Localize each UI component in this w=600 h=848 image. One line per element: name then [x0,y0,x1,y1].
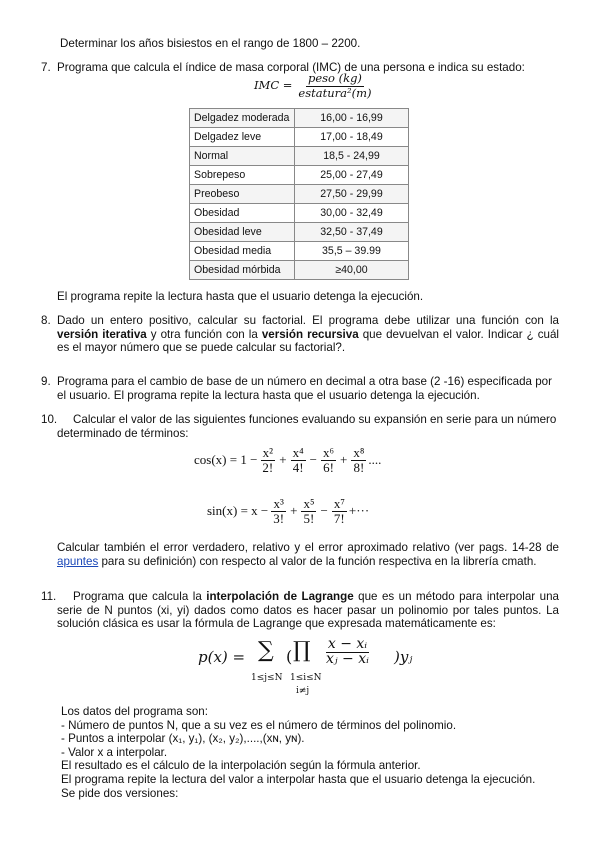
sin-operator: + [290,503,298,519]
imc-table-row [190,223,409,242]
item-7-number: 7. [41,61,51,74]
cos-lhs: cos(x) = 1 − [194,452,258,468]
item-7-text: Programa que calcula el índice de masa corporal (IMC) de una persona e indica su estado: [57,61,525,74]
imc-state-cell: Normal [190,147,295,166]
imc-range-cell: 32,50 - 37,49 [295,223,409,242]
item-9-number: 9. [41,375,51,388]
imc-table-row [190,109,409,128]
imc-range-cell: 27,50 - 29,99 [295,185,409,204]
sin-term-numerator: x³ [273,496,284,511]
cos-term-numerator: x⁸ [353,445,365,460]
lagrange-denominator: xⱼ − xᵢ [326,650,369,667]
item-10-error-after: para su definición) con respecto al valor de la función respectiva en la librería cmath. [98,554,537,568]
imc-range-cell: 30,00 - 32,49 [295,204,409,223]
lagrange-tail: )yⱼ [394,648,413,666]
imc-formula [254,72,373,100]
imc-table-row [190,166,409,185]
sin-tail: +··· [348,503,370,519]
sin-term-numerator: x⁵ [303,496,315,511]
item-10-text: Calcular el valor de las siguientes funciones evaluando su expansión en serie para un número determinado de términos: [57,413,557,440]
imc-range-cell: 16,00 - 16,99 [295,109,409,128]
sin-series [207,497,369,525]
sum-subscript: 1≤j≤N [251,673,283,683]
item-11-part2: que es un método para interpolar una serie de N puntos (xi, yi) dados como datos es hacer pasar un polinomio por tales puntos. La solución clásica es usar la fórmula de Lagrange que expresada matemáticamente es: [57,590,559,631]
imc-table-row [190,242,409,261]
item-10-number: 10. [41,413,58,426]
imc-table [189,108,409,280]
item-11-bold: interpolación de Lagrange [206,590,354,603]
imc-table-row [190,185,409,204]
imc-table-row [190,204,409,223]
imc-table-row [190,147,409,166]
prod-subscript-condition: i≠j [296,686,310,696]
imc-state-cell: Delgadez moderada [190,109,295,128]
item-11-line: El programa repite la lectura del valor a interpolar hasta que el usuario detenga la ejecución. [61,772,536,786]
item-11-line: - Puntos a interpolar (x₁, y₁), (x₂, y₂),....,(xɴ, yɴ). [61,732,305,746]
item-8-number: 8. [41,314,51,327]
cos-operator: − [309,452,317,468]
sum-symbol: ∑ [258,638,274,663]
sin-term [332,497,347,525]
sin-term-denominator: 7! [333,510,345,526]
sin-lhs: sin(x) = x − [207,503,269,519]
item-8-part3: que devuelvan el valor. Indicar ¿ cuál es el mayor número que se puede calcular su factorial?. [57,327,559,355]
cos-term [321,446,336,474]
prod-symbol: ∏ [293,638,311,663]
imc-range-cell: ≥40,00 [295,261,409,280]
imc-range-cell: 17,00 - 18,49 [295,128,409,147]
cos-term [291,446,306,474]
item-11-lines [61,705,561,800]
item-11-line: - Valor x a interpolar. [61,745,168,759]
imc-state-cell: Sobrepeso [190,166,295,185]
imc-range-cell: 35,5 – 39.99 [295,242,409,261]
item-10-error-before: Calcular también el error verdadero, relativo y el error aproximado relativo (ver pags. 14-28 de [57,541,559,554]
item-11-number: 11. [41,590,57,603]
item-9-text: Programa para el cambio de base de un número en decimal a otra base (2 -16) especificada por el usuario. El programa repite la lectura hasta que el usuario detenga la ejecución. [57,375,552,402]
item-8-part1: Dado un entero positivo, calcular su factorial. El programa debe utilizar una función con la [57,314,559,327]
cos-operator: + [340,452,348,468]
sin-term-denominator: 3! [273,510,285,526]
item-11-text [57,590,559,631]
item-8-text [57,314,559,355]
item-8-part2: y otra función con la [146,327,262,341]
imc-formula-fraction [296,72,373,100]
cos-term-denominator: 2! [262,459,274,475]
item-8-bold-recursiva: versión recursiva [261,327,359,341]
item-10-error-text [57,541,559,568]
cos-term-numerator: x² [262,445,274,460]
item-11-line: El resultado es el cálculo de la interpolación según la fórmula anterior. [61,759,421,773]
cos-term-numerator: x⁴ [292,445,304,460]
cos-term-denominator: 8! [353,459,365,475]
item-11-part1: Programa que calcula la [73,590,207,603]
prod-open-paren: ( [286,647,293,666]
intro-line: Determinar los años bisiestos en el rango de 1800 – 2200. [60,37,361,50]
sin-term [301,497,316,525]
imc-table-row [190,128,409,147]
item-11-line: Los datos del programa son: [61,705,208,718]
cos-operator: + [279,452,287,468]
apuntes-link[interactable]: apuntes [57,554,99,568]
cos-series [194,446,381,474]
imc-formula-lhs: IMC = [254,78,293,93]
imc-range-cell: 25,00 - 27,49 [295,166,409,185]
lagrange-formula [198,638,418,698]
imc-state-cell: Obesidad leve [190,223,295,242]
imc-state-cell: Obesidad media [190,242,295,261]
sin-term [271,497,286,525]
imc-formula-denominator: estatura²(m) [298,85,372,100]
imc-formula-numerator: peso (kg) [307,71,362,85]
item-7-footer: El programa repite la lectura hasta que el usuario detenga la ejecución. [57,290,424,303]
cos-term-denominator: 4! [292,459,304,475]
imc-state-cell: Obesidad [190,204,295,223]
lagrange-fraction [324,638,371,666]
item-11-line: - Número de puntos N, que a su vez es el número de términos del polinomio. [61,718,457,732]
cos-term [351,446,366,474]
imc-range-cell: 18,5 - 24,99 [295,147,409,166]
lagrange-lhs: p(x) = [198,648,246,666]
imc-table-row [190,261,409,280]
item-8-bold-iterativa: versión iterativa [57,327,147,341]
imc-state-cell: Delgadez leve [190,128,295,147]
cos-term-numerator: x⁶ [322,445,335,460]
prod-subscript: 1≤i≤N [290,673,322,683]
cos-term [260,446,275,474]
cos-term-denominator: 6! [323,459,334,475]
sin-term-denominator: 5! [303,510,315,526]
sin-operator: − [320,503,328,519]
cos-tail: .... [368,452,382,468]
sin-term-numerator: x⁷ [333,496,345,511]
imc-state-cell: Obesidad mórbida [190,261,295,280]
lagrange-numerator: x − xᵢ [327,636,368,652]
item-11-line: Se pide dos versiones: [61,786,179,800]
imc-state-cell: Preobeso [190,185,295,204]
